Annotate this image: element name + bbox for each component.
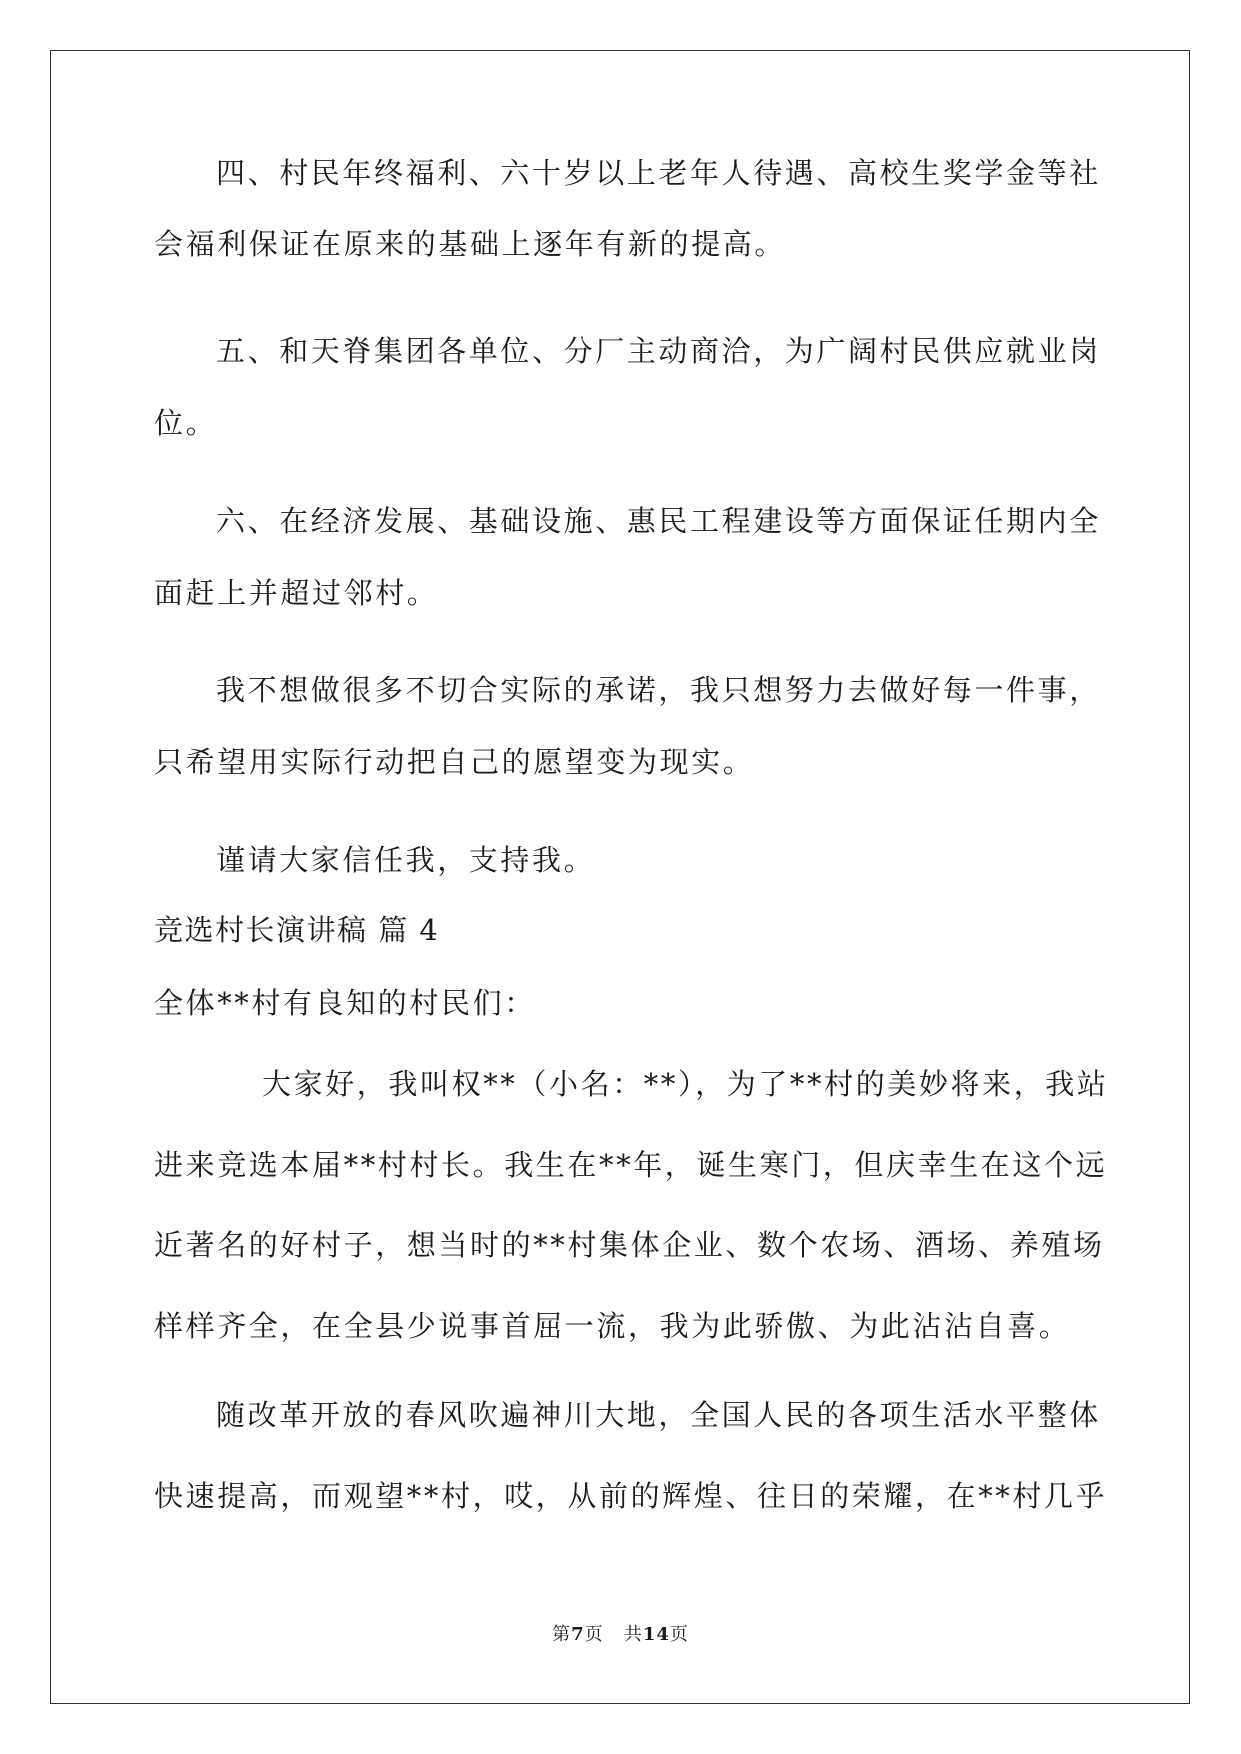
- paragraph-line: 六、在经济发展、基础设施、惠民工程建设等方面保证任期内全: [216, 504, 1101, 538]
- paragraph-line: 随改革开放的春风吹遍神川大地，全国人民的各项生活水平整体: [216, 1398, 1101, 1432]
- section-heading: 竞选村长演讲稿 篇 4: [154, 913, 440, 947]
- paragraph-line: 五、和天脊集团各单位、分厂主动商洽，为广阔村民供应就业岗: [216, 334, 1101, 368]
- page-footer: [0, 1620, 1241, 1646]
- paragraph-line: 谨请大家信任我，支持我。: [216, 843, 596, 877]
- paragraph-line: 大家好，我叫权**（小名：**），为了**村的美妙将来，我站: [262, 1067, 1109, 1101]
- paragraph-line: 四、村民年终福利、六十岁以上老年人待遇、高校生奖学金等社: [216, 156, 1101, 190]
- paragraph-line: 样样齐全，在全县少说事首屈一流，我为此骄傲、为此沾沾自喜。: [154, 1309, 1071, 1343]
- total-suffix: 页: [669, 1624, 689, 1645]
- paragraph-line: 只希望用实际行动把自己的愿望变为现实。: [154, 745, 755, 779]
- page-number: 7: [571, 1624, 585, 1645]
- paragraph-line: 会福利保证在原来的基础上逐年有新的提高。: [154, 227, 787, 261]
- total-pages: 14: [642, 1624, 670, 1645]
- paragraph-line: 快速提高，而观望**村，哎，从前的辉煌、往日的荣耀，在**村几乎: [154, 1479, 1108, 1513]
- paragraph-line: 位。: [154, 406, 218, 440]
- salutation: 全体**村有良知的村民们：: [154, 986, 536, 1020]
- page-suffix: 页: [584, 1624, 604, 1645]
- paragraph-line: 近著名的好村子，想当时的**村集体企业、数个农场、酒场、养殖场: [154, 1228, 1105, 1262]
- total-prefix: 共: [623, 1624, 643, 1645]
- paragraph-line: 面赶上并超过邻村。: [154, 576, 439, 610]
- paragraph-line: 进来竞选本届**村村长。我生在**年，诞生寒门，但庆幸生在这个远: [154, 1148, 1108, 1182]
- page-prefix: 第: [552, 1624, 572, 1645]
- paragraph-line: 我不想做很多不切合实际的承诺，我只想努力去做好每一件事，: [216, 673, 1101, 707]
